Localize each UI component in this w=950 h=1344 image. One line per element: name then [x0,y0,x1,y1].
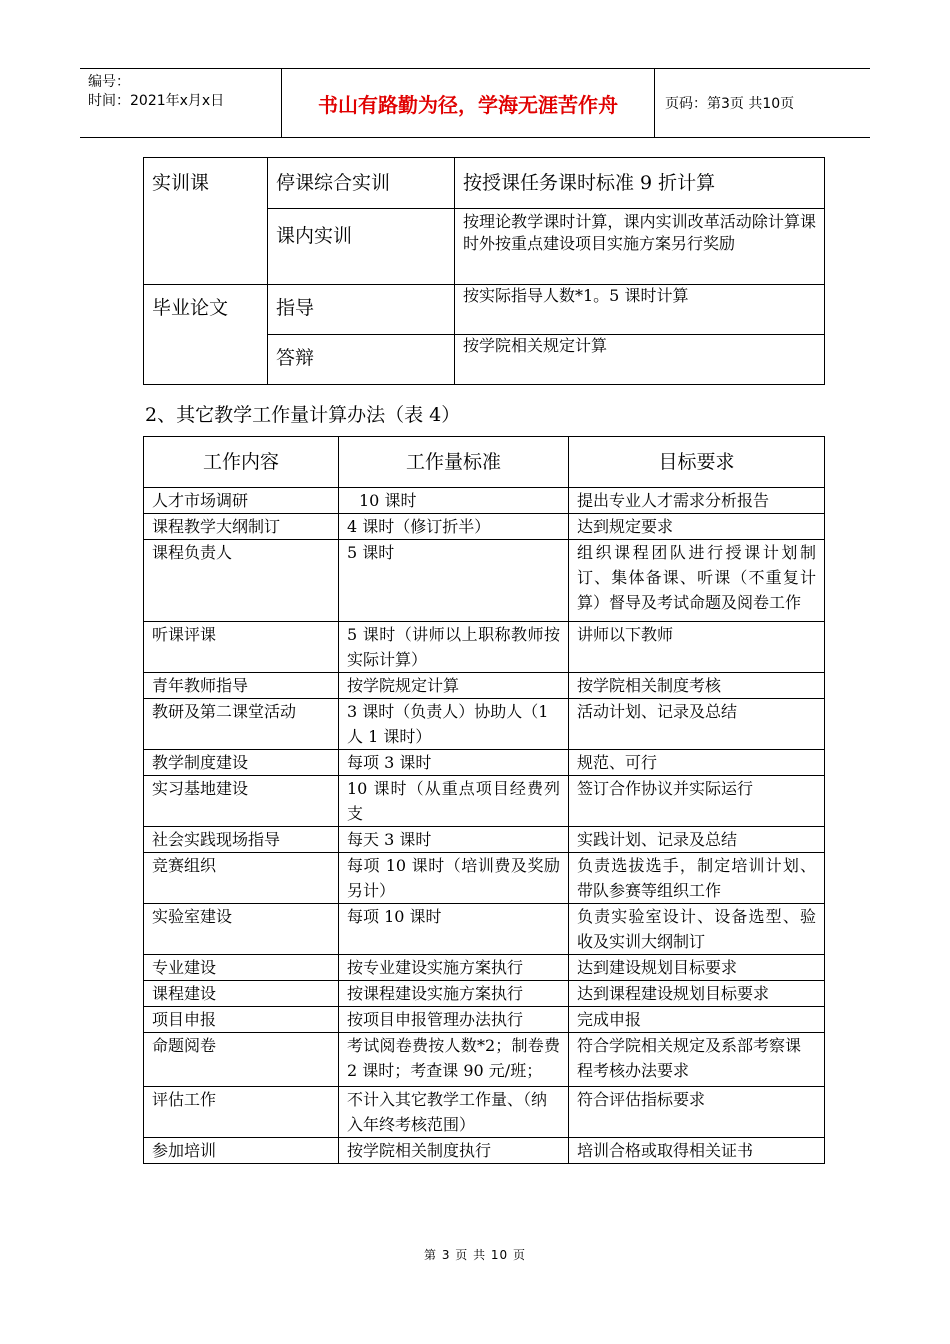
table-row [144,699,825,750]
row-target: 活动计划、记录及总结 [569,699,825,750]
row-target: 规范、可行 [569,750,825,776]
date-label: 时间：2021年x月x日 [88,93,225,109]
table-row [144,955,825,981]
row-target: 符合评估指标要求 [569,1087,825,1138]
row-item: 实验室建设 [144,904,339,955]
row-standard: 每项 10 课时（培训费及奖励另计） [339,853,569,904]
row-item: 实习基地建设 [144,776,339,827]
row-item: 专业建设 [144,955,339,981]
row-target: 提出专业人才需求分析报告 [569,488,825,514]
cell-supervision-rule: 按实际指导人数*1。5 课时计算 [455,285,825,335]
row-target: 达到规定要求 [569,514,825,540]
row-item: 青年教师指导 [144,673,339,699]
table-row [144,514,825,540]
row-item: 项目申报 [144,1007,339,1033]
row-target: 达到课程建设规划目标要求 [569,981,825,1007]
row-target: 培训合格或取得相关证书 [569,1138,825,1164]
table-row [144,1138,825,1164]
row-standard: 按课程建设实施方案执行 [339,981,569,1007]
table-row [144,622,825,673]
row-standard: 5 课时（讲师以上职称教师按实际计算） [339,622,569,673]
row-standard: 5 课时 [339,540,569,622]
row-target: 实践计划、记录及总结 [569,827,825,853]
row-standard: 3 课时（负责人）协助人（1 人 1 课时） [339,699,569,750]
table-row [144,776,825,827]
cell-in-class-training: 课内实训 [268,209,455,285]
cell-full-training-rule: 按授课任务课时标准 9 折计算 [455,158,825,209]
row-item: 竞赛组织 [144,853,339,904]
cell-practical-course: 实训课 [144,158,268,285]
row-standard: 10 课时（从重点项目经费列支 [339,776,569,827]
table-row [144,853,825,904]
row-item: 评估工作 [144,1087,339,1138]
table-row [144,540,825,622]
row-target: 负责选拔选手，制定培训计划、带队参赛等组织工作 [569,853,825,904]
table-row [144,1007,825,1033]
header-workload-standard: 工作量标准 [339,437,569,488]
row-target: 符合学院相关规定及系部考察课程考核办法要求 [569,1033,825,1087]
row-standard: 按学院相关制度执行 [339,1138,569,1164]
table-row [144,981,825,1007]
row-standard: 4 课时（修订折半） [339,514,569,540]
row-standard: 按学院规定计算 [339,673,569,699]
table-row [144,673,825,699]
cell-in-class-training-rule: 按理论教学课时计算，课内实训改革活动除计算课时外按重点建设项目实施方案另行奖励 [455,209,825,285]
workload-table [143,436,825,1164]
row-item: 课程负责人 [144,540,339,622]
table-row [144,1033,825,1087]
header-page-info: 页码：第3页 共10页 [665,96,795,112]
row-item: 教研及第二课堂活动 [144,699,339,750]
cell-supervision: 指导 [268,285,455,335]
row-item: 参加培训 [144,1138,339,1164]
row-target: 组织课程团队进行授课计划制订、集体备课、听课（不重复计算）督导及考试命题及阅卷工作 [569,540,825,622]
page-header [80,68,870,138]
row-standard: 不计入其它教学工作量、（纳入年终考核范围） [339,1087,569,1138]
training-table [143,157,825,385]
table-row [144,750,825,776]
table-row [144,827,825,853]
row-item: 听课评课 [144,622,339,673]
row-standard: 按项目申报管理办法执行 [339,1007,569,1033]
row-standard: 每项 10 课时 [339,904,569,955]
cell-defense-rule: 按学院相关规定计算 [455,335,825,385]
row-standard: 10 课时 [339,488,569,514]
header-target: 目标要求 [569,437,825,488]
row-item: 课程建设 [144,981,339,1007]
header-meta [80,69,282,137]
cell-defense: 答辩 [268,335,455,385]
row-standard: 考试阅卷费按人数*2；制卷费 2 课时；考查课 90 元/班； [339,1033,569,1087]
row-target: 签订合作协议并实际运行 [569,776,825,827]
row-item: 课程教学大纲制订 [144,514,339,540]
header-motto: 书山有路勤为径，学海无涯苦作舟 [282,69,655,137]
row-target: 负责实验室设计、设备选型、验收及实训大纲制订 [569,904,825,955]
row-item: 命题阅卷 [144,1033,339,1087]
row-item: 教学制度建设 [144,750,339,776]
number-label: 编号： [88,74,130,90]
table-row [144,488,825,514]
row-target: 达到建设规划目标要求 [569,955,825,981]
page-footer: 第 3 页 共 10 页 [424,1248,526,1262]
section-title: 2、其它教学工作量计算办法（表 4） [145,404,461,426]
row-standard: 按专业建设实施方案执行 [339,955,569,981]
row-target: 讲师以下教师 [569,622,825,673]
table-header-row [144,437,825,488]
row-standard: 每天 3 课时 [339,827,569,853]
table-row [144,1087,825,1138]
table-row [144,904,825,955]
header-work-content: 工作内容 [144,437,339,488]
row-target: 按学院相关制度考核 [569,673,825,699]
cell-full-training: 停课综合实训 [268,158,455,209]
row-item: 人才市场调研 [144,488,339,514]
row-target: 完成申报 [569,1007,825,1033]
row-standard: 每项 3 课时 [339,750,569,776]
row-item: 社会实践现场指导 [144,827,339,853]
cell-thesis: 毕业论文 [144,285,268,385]
